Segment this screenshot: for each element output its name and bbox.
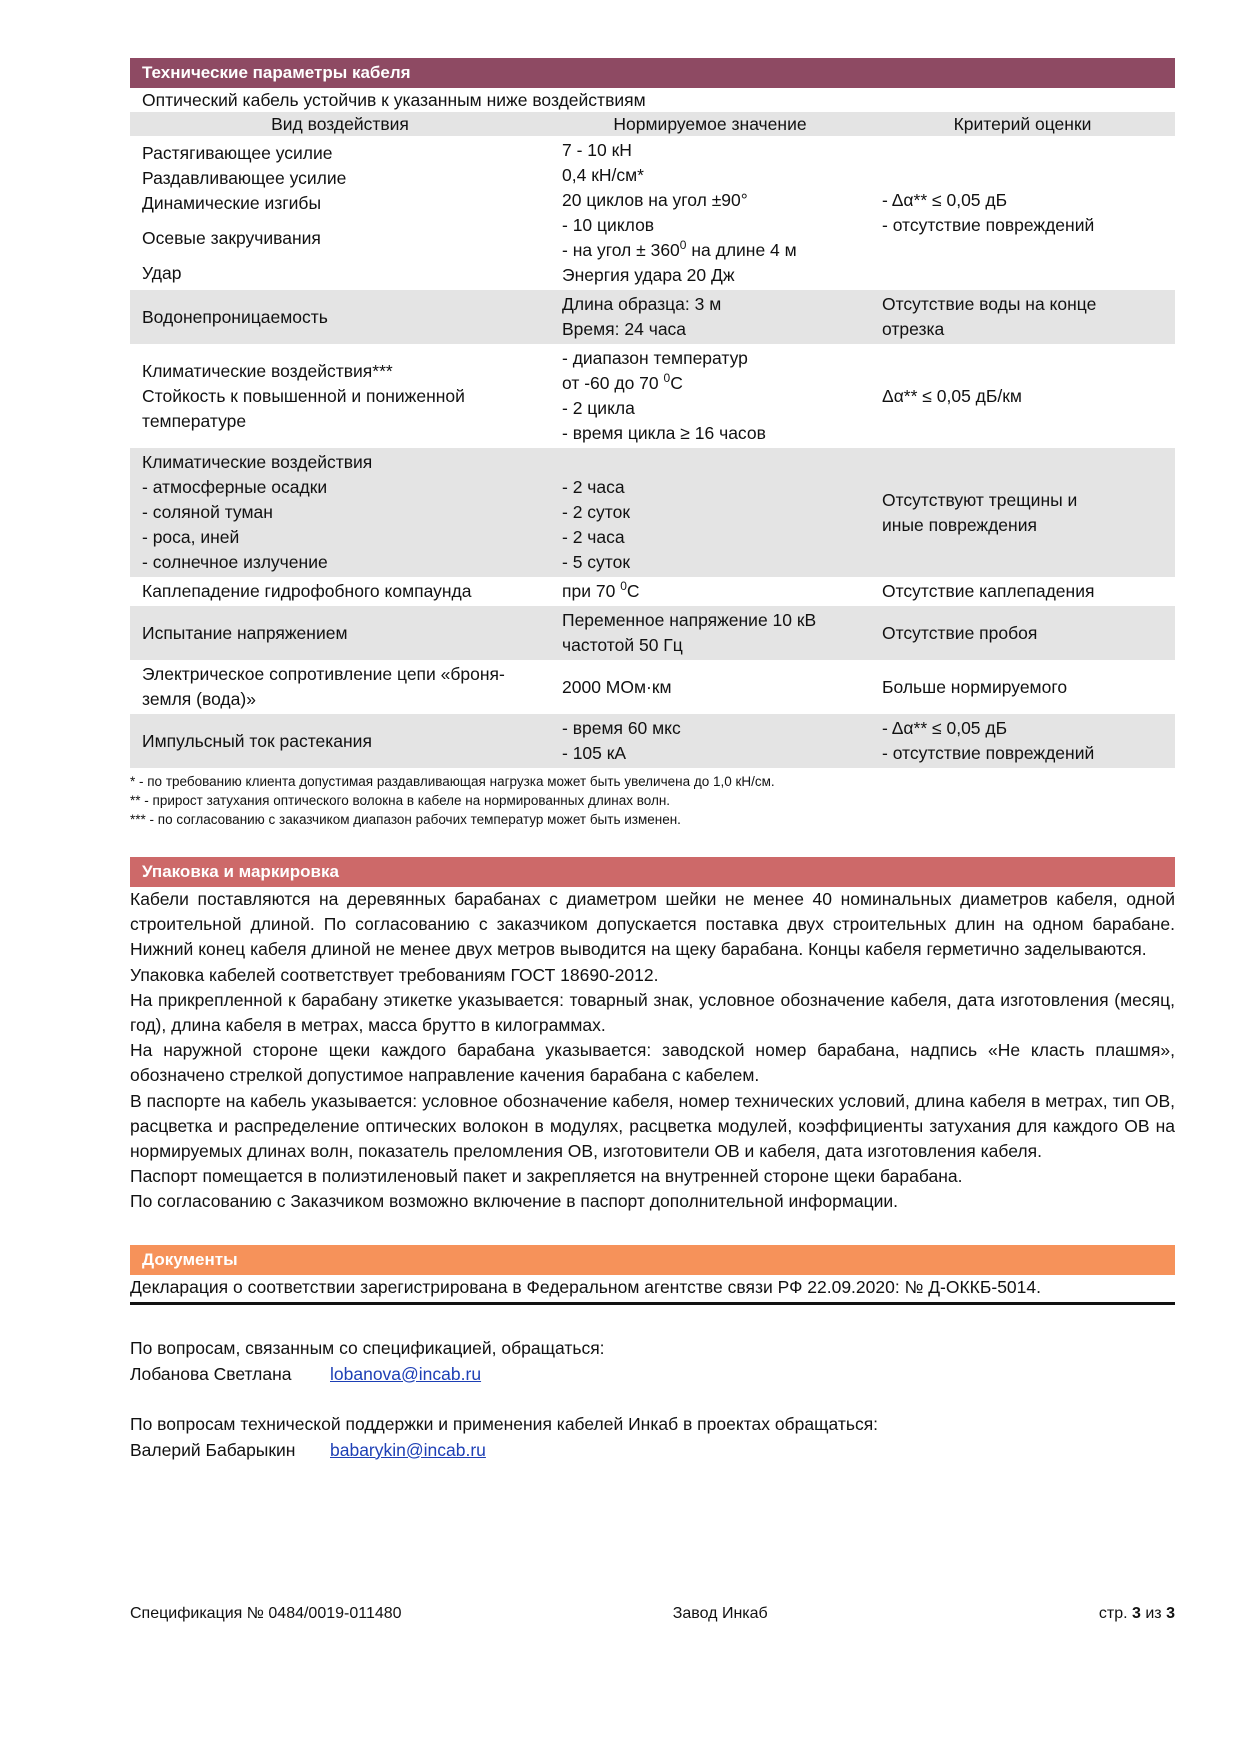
packing-paragraph: Упаковка кабелей соответствует требованиям ГОСТ 18690-2012.: [130, 964, 659, 985]
table-row-climate-weather: [130, 448, 1175, 577]
footer-page-number: стр. 3 из 3: [1098, 1605, 1175, 1622]
header-value: Нормируемое значение: [550, 112, 870, 136]
contacts-spec-intro: По вопросам, связанным со спецификацией, обращаться:: [130, 1337, 605, 1358]
clim1-values: - диапазон температур от -60 до 70 $^0$С - 2 цикла - время цикла ≥ 16 часов: [550, 344, 870, 448]
voltage-values: Переменное напряжение 10 кВ частотой 50 Гц: [550, 606, 870, 660]
documents-section-title: Документы: [130, 1245, 1175, 1275]
drip-value: при 70 $^0$С: [550, 577, 870, 606]
resist-value: 2000 МОм·км: [550, 660, 870, 714]
table-header-row: [130, 112, 1175, 136]
drip-type: Каплепадение гидрофобного компаунда: [130, 577, 550, 606]
packing-paragraph: На прикрепленной к барабану этикетке указывается: товарный знак, условное обозначение кабеля, дата изготовления (месяц, год), длина кабеля в метрах, масса брутто в килограммах.: [130, 989, 1175, 1036]
table-row-drip: [130, 577, 1175, 606]
voltage-criteria: Отсутствие пробоя: [870, 606, 1175, 660]
packing-paragraph: На наружной стороне щеки каждого барабана указывается: заводской номер барабана, надпись «Не класть плашмя», обозначено стрелкой допустимое направление качения барабана с кабелем.: [130, 1040, 1175, 1086]
packing-paragraph: В паспорте на кабель указывается: условное обозначение кабеля, номер технических условий, длина кабеля в метрах, тип ОВ, расцветка и распределение оптических волокон в модулях, расцветка модулей, коэффициенты затухания для каждого ОВ на нормируемых длинах волн, показатель преломления ОВ, изготовители ОВ и кабеля, дата изготовления кабеля.: [130, 1090, 1175, 1162]
tech-section-title: Технические параметры кабеля: [130, 58, 1175, 88]
footnote: ** - прирост затухания оптического волокна в кабеле на нормированных длинах волн.: [130, 793, 671, 808]
mech-criteria: - Δα** ≤ 0,05 дБ - отсутствие повреждений: [870, 136, 1175, 290]
contacts-support-intro: По вопросам технической поддержки и применения кабелей Инкаб в проектах обращаться:: [130, 1413, 879, 1434]
water-values: Длина образца: 3 м Время: 24 часа: [550, 290, 870, 344]
packing-paragraph: Кабели поставляются на деревянных барабанах с диаметром шейки не менее 40 номинальных диаметров кабеля, одной строительной длиной. По согласованию с заказчиком допускается поставка двух строительных длин на одном барабане. Нижний конец кабеля длиной не менее двух метров выводится на щеку барабана. Концы кабеля герметично заделываются.: [130, 889, 1175, 960]
table-row-resistance: [130, 660, 1175, 714]
footer-company: Завод Инкаб: [672, 1605, 768, 1622]
table-row-climate-temp: [130, 344, 1175, 448]
clim1-criteria: Δα** ≤ 0,05 дБ/км: [870, 344, 1175, 448]
email-link[interactable]: lobanova@incab.ru: [330, 1363, 482, 1384]
clim2-types: Климатические воздействия - атмосферные осадки - соляной туман - роса, иней - солнечное излучение: [130, 448, 550, 577]
resist-types: Электрическое сопротивление цепи «броня- земля (вода)»: [130, 660, 550, 714]
footnote: * - по требованию клиента допустимая раздавливающая нагрузка может быть увеличена до 1,0 кН/см.: [130, 774, 775, 789]
packing-paragraph: Паспорт помещается в полиэтиленовый пакет и закрепляется на внутренней стороне щеки барабана.: [130, 1166, 963, 1187]
declaration-text: Декларация о соответствии зарегистрирована в Федеральном агентстве связи РФ 22.09.2020: № Д-ОККБ-5014.: [130, 1275, 1175, 1305]
mech-types: Растягивающее усилие Раздавливающее усилие Динамические изгибы Осевые закручивания Удар: [130, 136, 550, 290]
params-table: [130, 112, 1175, 768]
clim2-criteria: Отсутствуют трещины и иные повреждения: [870, 448, 1175, 577]
packing-section-title: Упаковка и маркировка: [130, 857, 1175, 887]
footer-spec: Спецификация № 0484/0019-011480: [130, 1605, 402, 1622]
drip-criteria: Отсутствие каплепадения: [870, 577, 1175, 606]
water-criteria: Отсутствие воды на конце отрезка: [870, 290, 1175, 344]
contacts-support: [130, 1411, 1175, 1463]
page: [130, 58, 1175, 1463]
impulse-criteria: - Δα** ≤ 0,05 дБ - отсутствие повреждений: [870, 714, 1175, 768]
voltage-type: Испытание напряжением: [130, 606, 550, 660]
footnotes: [130, 772, 1175, 829]
table-row-mech: [130, 136, 1175, 290]
resist-criteria: Больше нормируемого: [870, 660, 1175, 714]
contact-name: Лобанова Светлана: [130, 1363, 292, 1384]
packing-text: [130, 887, 1175, 1215]
email-link[interactable]: babarykin@incab.ru: [330, 1439, 486, 1460]
water-type: Водонепроницаемость: [130, 290, 550, 344]
footnote: *** - по согласованию с заказчиком диапазон рабочих температур может быть изменен.: [130, 812, 681, 827]
impulse-type: Импульсный ток растекания: [130, 714, 550, 768]
contacts-spec: [130, 1335, 1175, 1387]
contact-name: Валерий Бабарыкин: [130, 1439, 296, 1460]
mech-values: 7 - 10 кН 0,4 кН/см* 20 циклов на угол ±90° - 10 циклов - на угол ± $360^0$ на длине 4 м Энергия удара 20 Дж: [550, 136, 870, 290]
impulse-values: - время 60 мкс - 105 кА: [550, 714, 870, 768]
packing-paragraph: По согласованию с Заказчиком возможно включение в паспорт дополнительной информации.: [130, 1191, 899, 1212]
tech-intro: Оптический кабель устойчив к указанным ниже воздействиям: [142, 90, 646, 110]
header-criteria: Критерий оценки: [870, 112, 1175, 136]
page-footer: [130, 1605, 1175, 1623]
table-row-impulse: [130, 714, 1175, 768]
header-type: Вид воздействия: [130, 112, 550, 136]
clim1-types: Климатические воздействия*** Стойкость к повышенной и пониженной температуре: [130, 344, 550, 448]
table-row-water: [130, 290, 1175, 344]
table-row-voltage: [130, 606, 1175, 660]
clim2-values: - 2 часа - 2 суток - 2 часа - 5 суток: [550, 448, 870, 577]
